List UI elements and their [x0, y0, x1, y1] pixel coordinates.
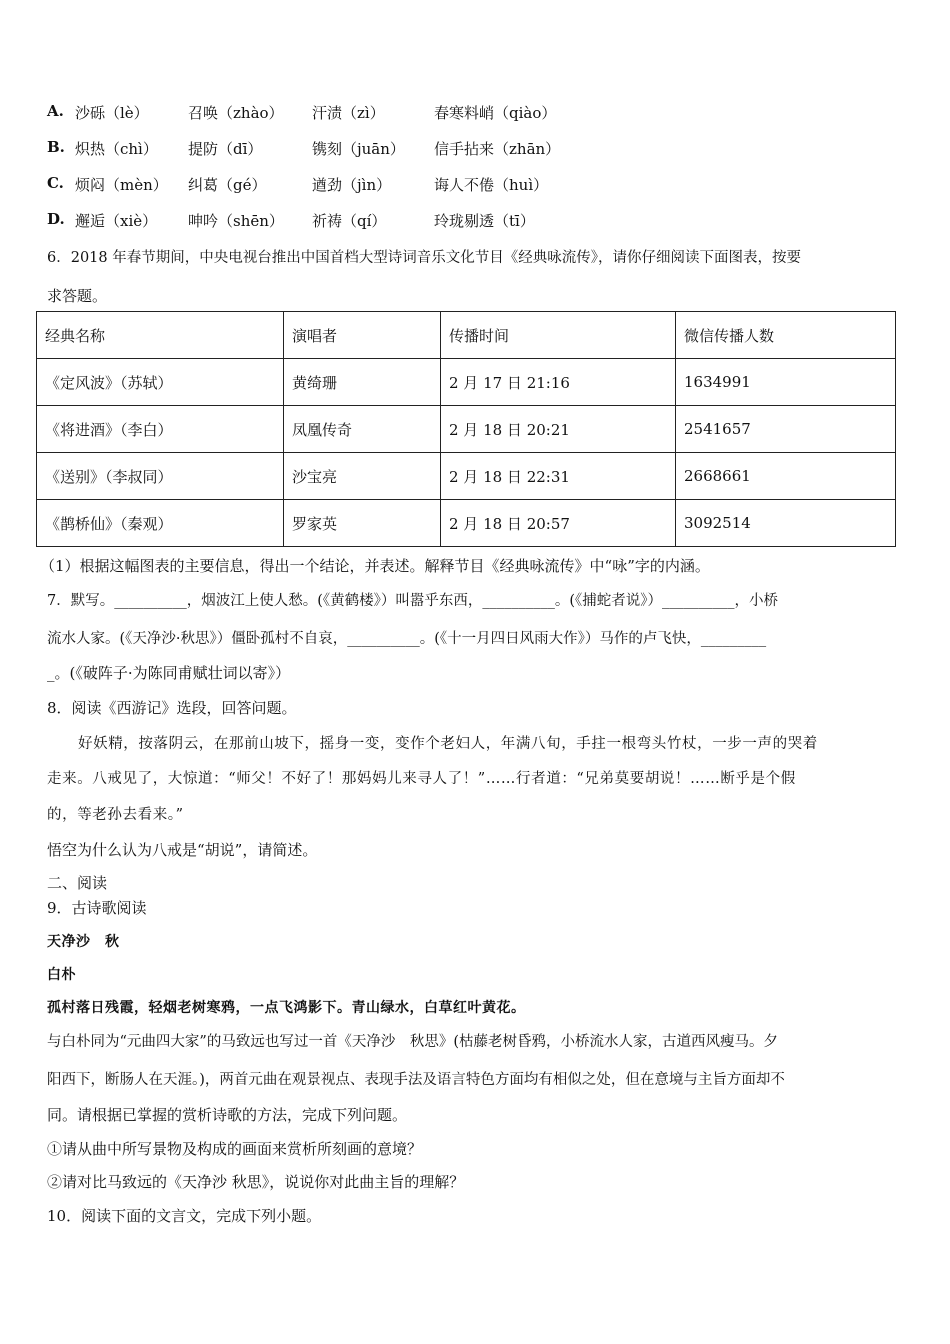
q10-title: 10．阅读下面的文言文，完成下列小题。 [47, 1207, 322, 1225]
table-row [37, 406, 896, 453]
table-cell: 《送别》（李叔同） [37, 453, 284, 500]
table-cell: 凤凰传奇 [284, 406, 441, 453]
section-heading: 二、阅读 [47, 874, 108, 892]
q6-subquestion-1: （1）根据这幅图表的主要信息，得出一个结论，并表述。解释节目《经典咏流传》中“咏”字的内涵。 [40, 557, 710, 575]
option-c-item-4: 诲人不倦（huì） [434, 176, 549, 194]
q8-title: 8．阅读《西游记》选段，回答问题。 [47, 699, 297, 717]
option-d-item-3: 祈祷（qí） [312, 212, 387, 230]
table-row [37, 500, 896, 547]
option-a-item-1: 沙砾（lè） [75, 104, 149, 122]
table-cell: 沙宝亮 [284, 453, 441, 500]
option-b-item-1: 炽热（chì） [75, 140, 158, 158]
table-cell: 2668661 [676, 453, 896, 500]
option-d-item-1: 邂逅（xiè） [75, 212, 158, 230]
q9-intro-line-2: 阳西下，断肠人在天涯。)，两首元曲在观景视点、表现手法及语言特色方面均有相似之处，但在意境与主旨方面却不 [47, 1072, 785, 1088]
q9-title: 9．古诗歌阅读 [47, 899, 147, 917]
option-d-item-2: 呻吟（shēn） [188, 212, 284, 230]
q9-intro-line-1: 与白朴同为“元曲四大家”的马致远也写过一首《天净沙 秋思》(枯藤老树昏鸦，小桥流水人家，古道西风瘦马。夕 [47, 1034, 778, 1050]
table-cell: 2541657 [676, 406, 896, 453]
table-row [37, 359, 896, 406]
q9-subquestion-1: ①请从曲中所写景物及构成的画面来赏析所刻画的意境？ [47, 1140, 423, 1158]
table-header-row [37, 312, 896, 359]
broadcast-table [36, 311, 896, 547]
poem-title: 天净沙 秋 [47, 934, 120, 950]
option-c-item-2: 纠葛（gé） [188, 176, 267, 194]
poem-author: 白朴 [47, 967, 76, 983]
table-cell: 《定风波》（苏轼） [37, 359, 284, 406]
option-c-item-1: 烦闷（mèn） [75, 176, 168, 194]
option-b-item-2: 提防（dī） [188, 140, 263, 158]
q7-line-2: 流水人家。(《天净沙·秋思》）僵卧孤村不自哀，__________。(《十一月四日风雨大作》）马作的卢飞快，_________ [47, 631, 767, 647]
table-cell: 罗家英 [284, 500, 441, 547]
table-cell: 《鹊桥仙》（秦观） [37, 500, 284, 547]
table-cell: 2 月 17 日 21:16 [441, 359, 676, 406]
table-header-cell: 演唱者 [284, 312, 441, 359]
q8-question: 悟空为什么认为八戒是“胡说”，请简述。 [47, 841, 318, 859]
option-letter: B. [47, 138, 65, 156]
table-cell: 1634991 [676, 359, 896, 406]
poem-text: 孤村落日残霞，轻烟老树寒鸦，一点飞鸿影下。青山绿水，白草红叶黄花。 [47, 1000, 526, 1016]
option-letter: C. [47, 174, 64, 192]
option-a-item-3: 汗渍（zì） [312, 104, 385, 122]
option-c-item-3: 遒劲（jìn） [312, 176, 392, 194]
q8-passage-line-1: 好妖精，按落阴云，在那前山坡下，摇身一变，变作个老妇人，年满八旬，手拄一根弯头竹杖，一步一声的哭着 [78, 736, 818, 752]
q7-line-3: _。(《破阵子·为陈同甫赋壮词以寄》） [47, 664, 291, 682]
option-b-row [47, 138, 65, 156]
option-c-row [47, 174, 64, 192]
option-a-row [47, 102, 64, 120]
q8-passage-line-2: 走来。八戒见了，大惊道：“师父！不好了！那妈妈儿来寻人了！”……行者道：“兄弟莫要胡说！……断乎是个假 [47, 771, 796, 787]
table-header-cell: 微信传播人数 [676, 312, 896, 359]
table-header-cell: 传播时间 [441, 312, 676, 359]
q6-prompt-line-2: 求答题。 [47, 287, 108, 305]
q6-prompt-line-1: 6．2018 年春节期间，中央电视台推出中国首档大型诗词音乐文化节目《经典咏流传》，请你仔细阅读下面图表，按要 [47, 250, 801, 266]
table-row [37, 453, 896, 500]
option-letter: D. [47, 210, 65, 228]
table-cell: 《将进酒》（李白） [37, 406, 284, 453]
table-cell: 3092514 [676, 500, 896, 547]
option-d-item-4: 玲珑剔透（tī） [434, 212, 535, 230]
table-cell: 2 月 18 日 20:57 [441, 500, 676, 547]
table-header-cell: 经典名称 [37, 312, 284, 359]
option-a-item-4: 春寒料峭（qiào） [434, 104, 557, 122]
option-b-item-3: 镌刻（juān） [312, 140, 405, 158]
table-cell: 黄绮珊 [284, 359, 441, 406]
q7-line-1: 7．默写。__________，烟波江上使人愁。(《黄鹤楼》）叫嚣乎东西，__________。(《捕蛇者说》）__________，小桥 [47, 593, 779, 609]
table-cell: 2 月 18 日 20:21 [441, 406, 676, 453]
q9-subquestion-2: ②请对比马致远的《天净沙 秋思》，说说你对此曲主旨的理解？ [47, 1173, 465, 1191]
q8-passage-line-3: 的，等老孙去看来。” [47, 807, 184, 823]
option-d-row [47, 210, 65, 228]
option-letter: A. [47, 102, 64, 120]
q9-intro-line-3: 同。请根据已掌握的赏析诗歌的方法，完成下列问题。 [47, 1106, 408, 1124]
option-b-item-4: 信手拈来（zhān） [434, 140, 561, 158]
table-cell: 2 月 18 日 22:31 [441, 453, 676, 500]
option-a-item-2: 召唤（zhào） [188, 104, 284, 122]
